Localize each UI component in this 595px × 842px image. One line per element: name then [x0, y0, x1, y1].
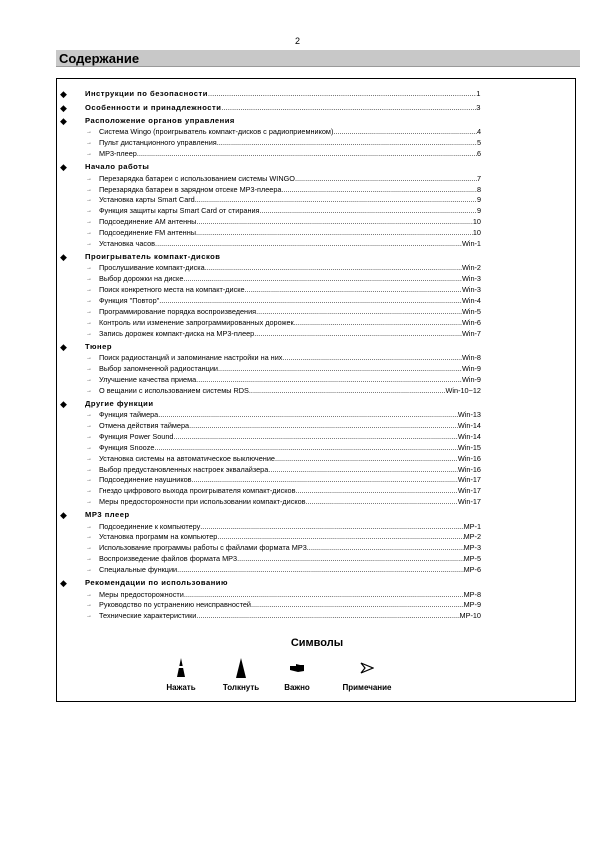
- arrow-bullet-icon: →: [86, 175, 92, 182]
- dot-leader: [306, 497, 458, 508]
- table-of-contents: [57, 87, 577, 622]
- toc-entry: [57, 386, 577, 397]
- diamond-bullet-icon: ◆: [60, 116, 68, 127]
- section-heading: [57, 577, 577, 589]
- toc-entry: [57, 217, 577, 228]
- section-heading-text: Тюнер: [85, 341, 112, 351]
- arrow-bullet-icon: →: [86, 355, 92, 362]
- section-heading: [57, 251, 577, 263]
- toc-entry-page: Win-17: [457, 497, 481, 507]
- diamond-bullet-icon: ◆: [60, 162, 68, 173]
- toc-entry-text: Отмена действия таймера: [99, 420, 190, 430]
- toc-entry-page: Win-17: [457, 475, 481, 485]
- section-heading-row[interactable]: [85, 115, 481, 127]
- toc-entry-row[interactable]: [99, 174, 481, 185]
- dot-leader: [282, 353, 462, 364]
- arrow-bullet-icon: →: [86, 240, 92, 247]
- dot-leader: [237, 554, 463, 565]
- toc-entry-text: Подсоединение FM антенны: [99, 228, 196, 238]
- toc-entry-page: Win-3: [461, 285, 481, 295]
- toc-entry: [57, 228, 577, 239]
- arrow-bullet-icon: →: [86, 330, 92, 337]
- toc-entry-row[interactable]: [99, 590, 481, 601]
- dot-leader: [256, 307, 462, 318]
- toc-entry-page: 9: [476, 206, 481, 216]
- arrow-bullet-icon: →: [86, 466, 92, 473]
- section-heading-text: Расположение органов управления: [85, 116, 235, 126]
- section-heading-text: MP3 плеер: [85, 510, 130, 520]
- toc-entry-row[interactable]: [99, 375, 481, 386]
- arrow-bullet-icon: →: [86, 230, 92, 237]
- toc-entry: [57, 465, 577, 476]
- toc-entry-text: Функция "Повтор": [99, 296, 160, 305]
- dot-leader: [159, 296, 462, 307]
- toc-entry-text: MP3-плеер: [99, 149, 137, 159]
- toc-entry-row[interactable]: [99, 307, 481, 318]
- toc-entry-row[interactable]: [99, 475, 481, 486]
- toc-entry-page: MP-8: [463, 589, 481, 599]
- toc-entry-page: 10: [472, 217, 481, 227]
- dot-leader: [217, 532, 463, 543]
- dot-leader: [196, 217, 472, 228]
- arrow-bullet-icon: →: [86, 477, 92, 484]
- toc-entry-page: MP-9: [463, 600, 481, 610]
- dot-leader: [196, 375, 462, 386]
- section-heading-text: Инструкции по безопасности: [85, 89, 208, 99]
- toc-entry-text: Руководство по устранению неисправностей: [99, 600, 251, 610]
- toc-entry: [57, 206, 577, 217]
- toc-entry-row[interactable]: [99, 296, 481, 307]
- toc-entry-text: Выбор предустановленных настроек эквалайзера: [99, 464, 269, 474]
- toc-entry-page: Win-2: [461, 263, 481, 273]
- dot-leader: [254, 329, 462, 340]
- toc-entry: [57, 285, 577, 296]
- section-heading-row[interactable]: [85, 102, 481, 114]
- arrow-bullet-icon: →: [86, 412, 92, 419]
- arrow-bullet-icon: →: [86, 433, 92, 440]
- toc-entry-text: Перезарядка батареи в зарядном отсеке MP3-плеера: [99, 184, 282, 194]
- dot-leader: [196, 228, 473, 239]
- section-heading-row[interactable]: [85, 161, 481, 173]
- toc-entry-text: Улучшение качества приема: [99, 374, 197, 384]
- toc-entry-row[interactable]: [99, 285, 481, 296]
- toc-entry: [57, 522, 577, 533]
- toc-box: [56, 78, 576, 702]
- section-heading: [57, 102, 577, 114]
- toc-entry-row[interactable]: [99, 206, 481, 217]
- toc-entry: [57, 543, 577, 554]
- arrow-bullet-icon: →: [86, 197, 92, 204]
- arrow-bullet-icon: →: [86, 276, 92, 283]
- section-heading: [57, 509, 577, 521]
- toc-entry: [57, 532, 577, 543]
- section-heading-text: Начало работы: [85, 162, 150, 172]
- dot-leader: [189, 421, 458, 432]
- toc-entry-row[interactable]: [99, 364, 481, 375]
- dot-leader: [173, 432, 457, 443]
- toc-entry-text: Функция защиты карты Smart Card от стирания: [99, 206, 260, 216]
- symbols-title: Символы: [290, 637, 344, 649]
- toc-entry-page: Win-8: [461, 353, 481, 363]
- symbol-important-label: Важно: [284, 683, 310, 692]
- dot-leader: [245, 285, 462, 296]
- toc-entry-page: Win-16: [457, 464, 481, 474]
- toc-entry-page: MP-6: [463, 565, 481, 575]
- toc-entry-row[interactable]: [99, 565, 481, 576]
- section-heading-row[interactable]: [85, 251, 481, 263]
- symbol-press-label: Нажать: [166, 683, 196, 692]
- toc-entry-row[interactable]: [99, 432, 481, 443]
- toc-entry: [57, 375, 577, 386]
- diamond-bullet-icon: ◆: [60, 398, 68, 409]
- toc-entry-row[interactable]: [99, 185, 481, 196]
- arrow-bullet-icon: →: [86, 208, 92, 215]
- toc-entry-page: Win-13: [457, 410, 481, 420]
- dot-leader: [307, 543, 464, 554]
- arrow-bullet-icon: →: [86, 365, 92, 372]
- toc-entry-text: Функция таймера: [99, 410, 159, 420]
- symbol-note: [332, 657, 402, 692]
- dot-leader: [192, 475, 458, 486]
- dot-leader: [208, 88, 476, 100]
- toc-entry: [57, 274, 577, 285]
- page-number: 2: [294, 36, 300, 46]
- toc-entry-page: MP-1: [463, 521, 481, 531]
- toc-entry-text: Функция Power Sound: [99, 431, 174, 441]
- toc-entry: [57, 127, 577, 138]
- toc-entry: [57, 486, 577, 497]
- section-page-number: 3: [476, 102, 481, 112]
- toc-entry-text: Подсоединение AM антенны: [99, 217, 197, 227]
- dot-leader: [281, 185, 476, 196]
- arrow-bullet-icon: →: [86, 219, 92, 226]
- arrow-bullet-icon: →: [86, 488, 92, 495]
- arrow-bullet-icon: →: [86, 545, 92, 552]
- toc-entry-text: Перезарядка батареи с использованием системы WINGO: [99, 173, 295, 183]
- toc-entry: [57, 329, 577, 340]
- toc-entry-page: MP-10: [459, 611, 481, 621]
- toc-entry-text: Установка системы на автоматическое выключение: [99, 453, 275, 463]
- toc-entry-page: MP-3: [463, 543, 481, 553]
- toc-entry-text: Использование программы работы с файлами формата MP3: [99, 543, 307, 553]
- toc-entry-text: Запись дорожек компакт-диска на MP3-плеер: [99, 328, 255, 338]
- toc-entry-row[interactable]: [99, 318, 481, 329]
- toc-entry-text: Специальные функции: [99, 565, 178, 575]
- arrow-bullet-icon: →: [86, 265, 92, 272]
- toc-entry-page: MP-5: [463, 554, 481, 564]
- toc-entry-row[interactable]: [99, 543, 481, 554]
- toc-entry: [57, 138, 577, 149]
- toc-entry-row[interactable]: [99, 421, 481, 432]
- diamond-bullet-icon: ◆: [60, 102, 68, 113]
- arrow-bullet-icon: →: [86, 129, 92, 136]
- toc-entry-row[interactable]: [99, 195, 481, 206]
- toc-entry: [57, 410, 577, 421]
- toc-entry-row[interactable]: [99, 386, 481, 397]
- toc-entry-text: Гнездо цифрового выхода проигрывателя компакт-дисков: [99, 486, 296, 496]
- arrow-bullet-icon: →: [86, 387, 92, 394]
- toc-entry-row[interactable]: [99, 228, 481, 239]
- dot-leader: [196, 611, 459, 622]
- arrow-bullet-icon: →: [86, 523, 92, 530]
- toc-entry: [57, 364, 577, 375]
- arrow-bullet-icon: →: [86, 422, 92, 429]
- pointing-hand-icon: [262, 657, 332, 679]
- toc-entry-page: 4: [476, 127, 481, 137]
- toc-entry-text: Технические характеристики: [99, 611, 197, 621]
- toc-entry-text: О вещании с использованием системы RDS: [99, 385, 249, 395]
- dot-leader: [183, 274, 462, 285]
- toc-entry-row[interactable]: [99, 410, 481, 421]
- toc-entry-page: 5: [476, 138, 481, 148]
- toc-entry-page: Win-1: [461, 238, 481, 248]
- section-heading-text: Особенности и принадлежности: [85, 102, 222, 112]
- dot-leader: [158, 410, 458, 421]
- toc-entry-page: Win-9: [461, 363, 481, 373]
- toc-entry-text: Поиск конкретного места на компакт-диске: [99, 285, 245, 295]
- toc-entry-row[interactable]: [99, 329, 481, 340]
- toc-entry-row[interactable]: [99, 263, 481, 274]
- toc-entry: [57, 565, 577, 576]
- arrow-bullet-icon: →: [86, 140, 92, 147]
- toc-entry-page: Win-9: [461, 374, 481, 384]
- dot-leader: [268, 465, 458, 476]
- toc-entry-text: Подсоединение наушников: [99, 475, 192, 485]
- dot-leader: [200, 522, 463, 533]
- toc-entry-row[interactable]: [99, 443, 481, 454]
- toc-entry-row[interactable]: [99, 149, 481, 160]
- toc-entry-row[interactable]: [99, 611, 481, 622]
- toc-entry-page: 8: [476, 184, 481, 194]
- arrow-bullet-icon: →: [86, 455, 92, 462]
- toc-entry-row[interactable]: [99, 217, 481, 228]
- dot-leader: [205, 263, 462, 274]
- toc-entry: [57, 475, 577, 486]
- toc-entry-text: Установка карты Smart Card: [99, 195, 195, 205]
- diamond-bullet-icon: ◆: [60, 252, 68, 263]
- toc-entry-row[interactable]: [99, 554, 481, 565]
- arrow-bullet-icon: →: [86, 298, 92, 304]
- toc-entry: [57, 149, 577, 160]
- toc-entry-page: MP-2: [463, 532, 481, 542]
- toc-entry: [57, 185, 577, 196]
- dot-leader: [184, 590, 464, 601]
- dot-leader: [294, 318, 462, 329]
- toc-entry: [57, 421, 577, 432]
- toc-entry: [57, 263, 577, 274]
- toc-entry-page: Win-16: [457, 453, 481, 463]
- toc-entry: [57, 195, 577, 206]
- toc-entry-page: Win-4: [461, 296, 481, 305]
- dot-leader: [249, 386, 446, 397]
- toc-entry-row[interactable]: [99, 532, 481, 543]
- symbol-push-label: Толкнуть: [222, 683, 260, 692]
- section-page-number: 1: [476, 89, 481, 99]
- toc-entry: [57, 318, 577, 329]
- toc-entry-text: Программирование порядка воспроизведения: [99, 306, 257, 316]
- toc-entry-page: Win-7: [461, 328, 481, 338]
- toc-entry: [57, 432, 577, 443]
- toc-entry-page: Win-17: [457, 486, 481, 496]
- symbol-important: [262, 657, 332, 692]
- dot-leader: [251, 600, 464, 611]
- symbol-note-label: Примечание: [342, 683, 392, 692]
- dot-leader: [295, 174, 477, 185]
- dot-leader: [218, 364, 462, 375]
- diamond-bullet-icon: ◆: [60, 578, 68, 589]
- toc-entry-row[interactable]: [99, 138, 481, 149]
- toc-entry-text: Меры предосторожности при использовании компакт-дисков: [99, 497, 306, 507]
- dot-leader: [221, 102, 476, 114]
- dot-leader: [177, 565, 463, 576]
- toc-entry-text: Установка часов: [99, 238, 156, 248]
- section-heading: [57, 161, 577, 173]
- toc-entry-page: 6: [476, 149, 481, 159]
- toc-entry-page: Win-5: [461, 306, 481, 316]
- section-heading-row[interactable]: [85, 341, 481, 353]
- arrow-bullet-icon: →: [86, 376, 92, 383]
- toc-entry: [57, 307, 577, 318]
- dot-leader: [217, 138, 477, 149]
- arrow-bullet-icon: →: [86, 444, 92, 451]
- toc-entry-text: Подсоединение к компьютеру: [99, 521, 201, 531]
- arrow-note-icon: [332, 657, 402, 679]
- toc-entry: [57, 443, 577, 454]
- toc-entry: [57, 239, 577, 250]
- dot-leader: [155, 239, 462, 250]
- dot-leader: [137, 149, 477, 160]
- toc-entry-text: Меры предосторожности: [99, 589, 184, 599]
- dot-leader: [195, 195, 477, 206]
- toc-entry-text: Пульт дистанционного управления: [99, 138, 217, 148]
- toc-entry-page: Win-14: [457, 420, 481, 430]
- section-heading-text: Рекомендации по использованию: [85, 578, 228, 588]
- toc-entry-row[interactable]: [99, 274, 481, 285]
- toc-entry-text: Функция Snooze: [99, 442, 155, 452]
- toc-entry-row[interactable]: [99, 522, 481, 533]
- arrow-bullet-icon: →: [86, 186, 92, 193]
- arrow-bullet-icon: →: [86, 591, 92, 598]
- toc-entry-row[interactable]: [99, 239, 481, 250]
- toc-entry-page: Win-6: [461, 317, 481, 327]
- diamond-bullet-icon: ◆: [60, 341, 68, 352]
- section-heading-text: Другие функции: [85, 398, 154, 408]
- toc-entry-text: Контроль или изменение запрограммированных дорожек: [99, 317, 294, 327]
- diamond-bullet-icon: ◆: [60, 510, 68, 521]
- section-heading: [57, 88, 577, 100]
- toc-entry: [57, 611, 577, 622]
- toc-entry: [57, 600, 577, 611]
- toc-entry: [57, 554, 577, 565]
- toc-entry-page: Win-14: [457, 431, 481, 441]
- toc-entry-row[interactable]: [99, 465, 481, 476]
- toc-entry-row[interactable]: [99, 353, 481, 364]
- toc-entry: [57, 353, 577, 364]
- toc-entry-text: Прослушивание компакт-диска: [99, 263, 205, 273]
- toc-entry-text: Система Wingo (проигрыватель компакт-дисков с радиоприемником): [99, 127, 334, 137]
- toc-entry-page: 10: [472, 228, 481, 238]
- toc-entry-row[interactable]: [99, 127, 481, 138]
- toc-entry-text: Выбор дорожки на диске: [99, 274, 184, 284]
- toc-entry-row[interactable]: [99, 600, 481, 611]
- dot-leader: [275, 454, 458, 465]
- section-heading: [57, 341, 577, 353]
- toc-entry: [57, 174, 577, 185]
- section-heading-row[interactable]: [85, 577, 481, 589]
- toc-entry-text: Выбор запомненной радиостанции: [99, 363, 219, 373]
- arrow-bullet-icon: →: [86, 319, 92, 326]
- toc-entry-row[interactable]: [99, 497, 481, 508]
- dot-leader: [260, 206, 477, 217]
- arrow-bullet-icon: →: [86, 534, 92, 541]
- toc-entry-row[interactable]: [99, 454, 481, 465]
- diamond-bullet-icon: ◆: [60, 89, 68, 100]
- toc-entry: [57, 590, 577, 601]
- toc-entry: [57, 454, 577, 465]
- toc-entry-page: Win-3: [461, 274, 481, 284]
- arrow-bullet-icon: →: [86, 287, 92, 294]
- section-heading-row[interactable]: [85, 398, 481, 410]
- arrow-bullet-icon: →: [86, 567, 92, 574]
- toc-entry-text: Установка программ на компьютер: [99, 532, 218, 542]
- toc-entry-text: Воспроизведение файлов формата MP3: [99, 554, 238, 564]
- dot-leader: [154, 443, 457, 454]
- title-bar: [56, 50, 580, 67]
- toc-entry-page: Win-15: [457, 442, 481, 452]
- arrow-bullet-icon: →: [86, 499, 92, 506]
- toc-entry: [57, 296, 577, 307]
- arrow-bullet-icon: →: [86, 613, 92, 620]
- section-heading: [57, 398, 577, 410]
- page-title: Содержание: [59, 51, 140, 66]
- toc-entry-row[interactable]: [99, 486, 481, 497]
- arrow-bullet-icon: →: [86, 308, 92, 315]
- toc-entry: [57, 497, 577, 508]
- arrow-bullet-icon: →: [86, 556, 92, 563]
- section-heading-text: Проигрыватель компакт-дисков: [85, 252, 221, 262]
- toc-entry-page: Win-10~12: [445, 385, 481, 395]
- section-heading: [57, 115, 577, 127]
- dot-leader: [333, 127, 477, 138]
- section-heading-row[interactable]: [85, 509, 481, 521]
- arrow-bullet-icon: →: [86, 151, 92, 158]
- arrow-bullet-icon: →: [86, 602, 92, 609]
- dot-leader: [295, 486, 457, 497]
- toc-entry-page: 7: [476, 173, 481, 183]
- toc-entry-text: Поиск радиостанций и запоминание настройки на них: [99, 353, 283, 363]
- section-heading-row[interactable]: [85, 88, 481, 100]
- toc-entry-page: 9: [476, 195, 481, 205]
